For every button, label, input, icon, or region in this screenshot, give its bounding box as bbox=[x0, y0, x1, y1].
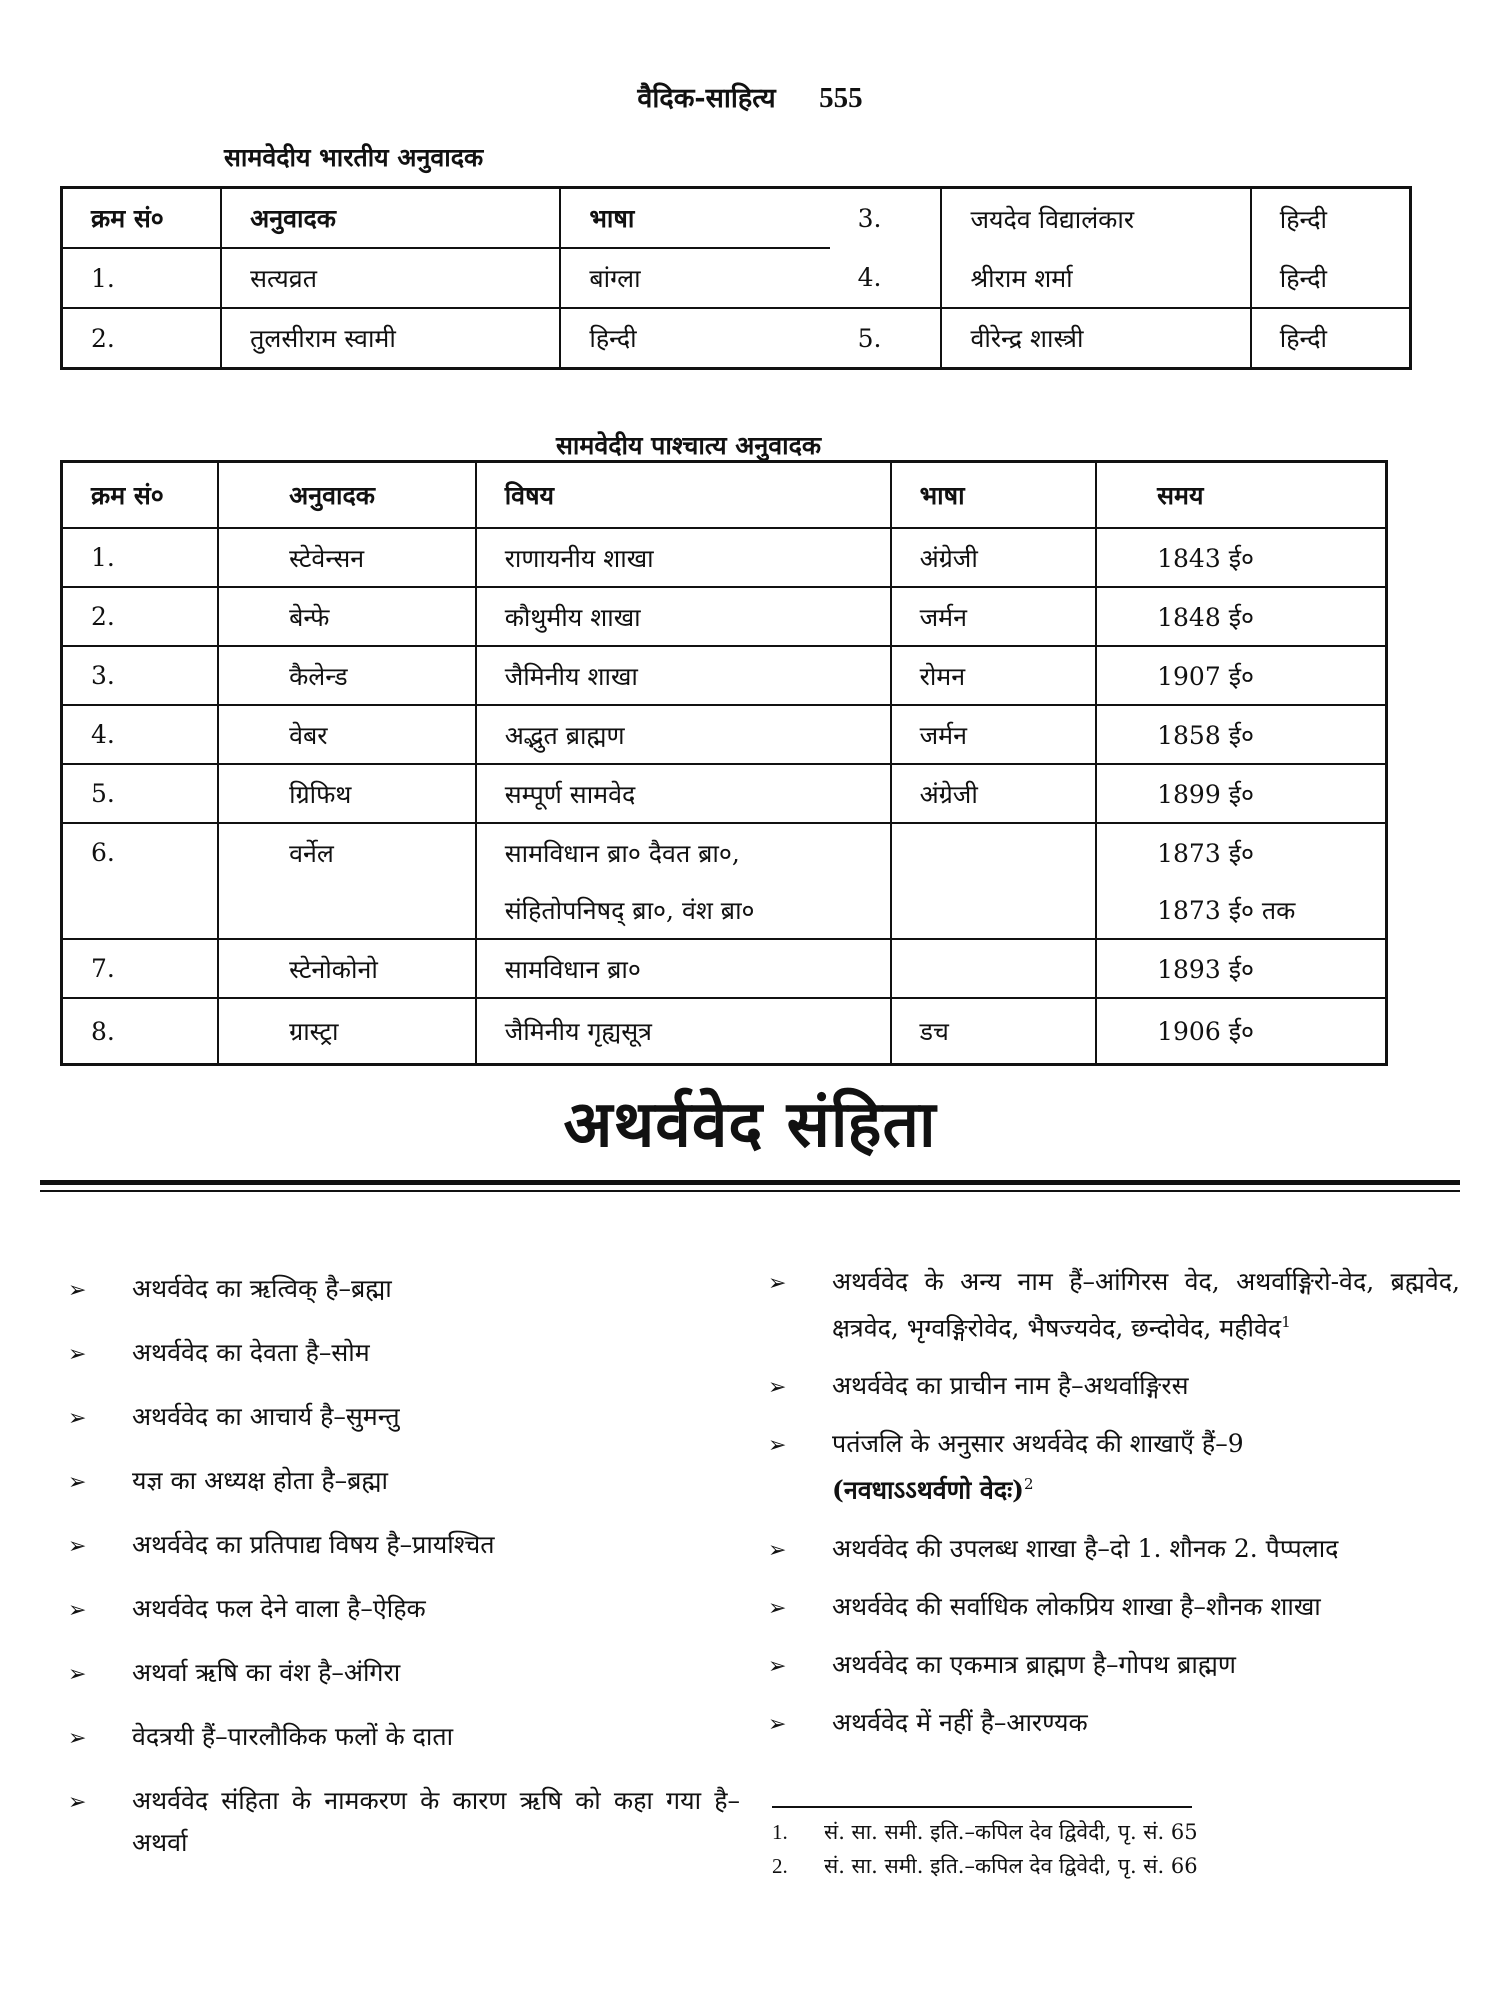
footnote-number: 1. bbox=[772, 1820, 788, 1844]
table-cell: 1893 ई० bbox=[1096, 939, 1386, 998]
arrow-bullet-icon: ➢ bbox=[68, 1534, 87, 1559]
table-cell: सत्यव्रत bbox=[221, 248, 560, 308]
list-item bbox=[760, 1587, 1460, 1627]
footnote-divider bbox=[772, 1806, 1192, 1808]
table-cell: हिन्दी bbox=[1251, 188, 1411, 249]
table-header-row bbox=[62, 188, 1411, 249]
list-item bbox=[760, 1366, 1460, 1406]
arrow-bullet-icon: ➢ bbox=[68, 1662, 87, 1687]
item-bold-text: (नवधाऽऽथर्वणो वेदः) bbox=[832, 1475, 1024, 1505]
table-cell: जैमिनीय गृह्यसूत्र bbox=[476, 998, 891, 1065]
header-cell: भाषा bbox=[560, 188, 829, 249]
table-cell: वेबर bbox=[218, 705, 476, 764]
item-text: अथर्ववेद का देवता है–सोम bbox=[132, 1338, 370, 1367]
item-text: अथर्ववेद का प्राचीन नाम है–अथर्वाङ्गिरस bbox=[832, 1371, 1189, 1401]
table-row bbox=[62, 528, 1387, 587]
arrow-bullet-icon: ➢ bbox=[68, 1790, 87, 1815]
table-cell: 1848 ई० bbox=[1096, 587, 1386, 646]
table-cell: सम्पूर्ण सामवेद bbox=[476, 764, 891, 823]
table-cell bbox=[891, 881, 1097, 939]
table-row bbox=[62, 764, 1387, 823]
list-item bbox=[760, 1645, 1460, 1685]
table-row bbox=[62, 248, 1411, 308]
list-item bbox=[60, 1460, 740, 1502]
arrow-bullet-icon: ➢ bbox=[768, 1375, 787, 1401]
table-cell: 2. bbox=[62, 587, 219, 646]
table-cell: अद्भुत ब्राह्मण bbox=[476, 705, 891, 764]
table-cell: 1907 ई० bbox=[1096, 646, 1386, 705]
table-cell: श्रीराम शर्मा bbox=[941, 248, 1250, 308]
item-text: अथर्ववेद की उपलब्ध शाखा है–दो 1. शौनक 2. पैप्पलाद bbox=[832, 1533, 1339, 1563]
header-cell: भाषा bbox=[891, 462, 1097, 529]
table-cell: हिन्दी bbox=[1251, 308, 1411, 369]
table-row bbox=[62, 308, 1411, 369]
table-cell: 6. bbox=[91, 838, 115, 867]
table-cell: 1899 ई० bbox=[1096, 764, 1386, 823]
table-cell: स्टेवेन्सन bbox=[218, 528, 476, 587]
right-column bbox=[760, 1262, 1460, 1761]
footnote bbox=[772, 1818, 1198, 1846]
table-cell: ग्रिफिथ bbox=[218, 764, 476, 823]
table-cell: 1. bbox=[62, 248, 222, 308]
item-text: अथर्वा ऋषि का वंश है–अंगिरा bbox=[132, 1658, 401, 1687]
table-cell: डच bbox=[891, 998, 1097, 1065]
table-cell: 2. bbox=[91, 323, 115, 353]
section-divider-thin bbox=[40, 1190, 1460, 1192]
list-item bbox=[760, 1529, 1460, 1569]
arrow-bullet-icon: ➢ bbox=[68, 1342, 87, 1367]
table-row bbox=[62, 998, 1387, 1065]
footnote-ref: 2 bbox=[1024, 1475, 1034, 1494]
table-row bbox=[62, 705, 1387, 764]
table-cell bbox=[218, 881, 476, 939]
footnote-text: सं. सा. समी. इति.–कपिल देव द्विवेदी, पृ. सं. 66 bbox=[824, 1854, 1198, 1878]
table-indian-translators bbox=[60, 186, 1412, 370]
table-cell: बांग्ला bbox=[560, 248, 829, 308]
table-cell: जर्मन bbox=[891, 705, 1097, 764]
table-cell: हिन्दी bbox=[1251, 248, 1411, 308]
table-western-translators bbox=[60, 460, 1388, 1066]
arrow-bullet-icon: ➢ bbox=[768, 1653, 787, 1679]
table-cell: 1858 ई० bbox=[1096, 705, 1386, 764]
header-cell: समय bbox=[1096, 462, 1386, 529]
item-text: अथर्ववेद का प्रतिपाद्य विषय है–प्रायश्चित bbox=[132, 1530, 495, 1559]
arrow-bullet-icon: ➢ bbox=[768, 1433, 787, 1459]
list-item bbox=[60, 1268, 740, 1310]
table-cell: 3. bbox=[62, 646, 219, 705]
arrow-bullet-icon: ➢ bbox=[768, 1595, 787, 1621]
arrow-bullet-icon: ➢ bbox=[68, 1470, 87, 1495]
table-cell: 4. bbox=[62, 705, 219, 764]
table2-caption: सामवेदीय पाश्चात्य अनुवादक bbox=[556, 431, 822, 460]
table-cell: रोमन bbox=[891, 646, 1097, 705]
table-cell: सामविधान ब्रा० bbox=[476, 939, 891, 998]
item-text: अथर्ववेद फल देने वाला है–ऐहिक bbox=[132, 1594, 426, 1623]
list-item bbox=[60, 1716, 740, 1758]
table-cell: 1873 ई० bbox=[1096, 823, 1386, 881]
arrow-bullet-icon: ➢ bbox=[68, 1598, 87, 1623]
item-text: अथर्ववेद का ऋत्विक् है–ब्रह्मा bbox=[132, 1274, 392, 1303]
list-item bbox=[60, 1332, 740, 1374]
table-cell: वर्नेल bbox=[218, 823, 476, 881]
item-text: पतंजलि के अनुसार अथर्ववेद की शाखाएँ हैं–9 bbox=[832, 1429, 1244, 1459]
item-text: यज्ञ का अध्यक्ष होता है–ब्रह्मा bbox=[132, 1466, 388, 1495]
item-text: वेदत्रयी हैं–पारलौकिक फलों के दाता bbox=[132, 1722, 454, 1751]
header-cell: क्रम सं० bbox=[62, 462, 219, 529]
table-cell: अंग्रेजी bbox=[891, 528, 1097, 587]
table-cell: तुलसीराम स्वामी bbox=[221, 308, 560, 369]
list-item bbox=[60, 1396, 740, 1438]
table-cell: 5. bbox=[62, 764, 219, 823]
table-cell: अंग्रेजी bbox=[891, 764, 1097, 823]
table-cell: जैमिनीय शाखा bbox=[476, 646, 891, 705]
table-cell: 1873 ई० तक bbox=[1096, 881, 1386, 939]
item-text: अथर्ववेद के अन्य नाम हैं–आंगिरस वेद, अथर्वाङ्गिरो-वेद, ब्रह्मवेद, क्षत्रवेद, भृग्वङ्गिरोवेद, भैषज्यवेद, छन्दोवेद, महीवेद bbox=[832, 1267, 1460, 1343]
header-cell: अनुवादक bbox=[221, 188, 560, 249]
item-text: अथर्ववेद संहिता के नामकरण के कारण ऋषि को कहा गया है–अथर्वा bbox=[132, 1786, 740, 1857]
table-row bbox=[62, 939, 1387, 998]
table-row bbox=[62, 881, 1387, 939]
header-cell: क्रम सं० bbox=[62, 188, 222, 249]
table1-caption: सामवेदीय भारतीय अनुवादक bbox=[224, 143, 484, 172]
section-title: अथर्ववेद संहिता bbox=[563, 1087, 937, 1162]
left-column bbox=[60, 1268, 740, 1886]
table-cell: कौथुमीय शाखा bbox=[476, 587, 891, 646]
item-text: अथर्ववेद में नहीं है–आरण्यक bbox=[832, 1707, 1088, 1737]
footnote-text: सं. सा. समी. इति.–कपिल देव द्विवेदी, पृ. सं. 65 bbox=[824, 1820, 1198, 1844]
table-cell: 7. bbox=[62, 939, 219, 998]
table-cell: 1843 ई० bbox=[1096, 528, 1386, 587]
table-cell: 1906 ई० bbox=[1096, 998, 1386, 1065]
table-cell: राणायनीय शाखा bbox=[476, 528, 891, 587]
list-item bbox=[760, 1424, 1460, 1510]
table-cell: 1. bbox=[62, 528, 219, 587]
list-item bbox=[60, 1780, 740, 1864]
table-cell bbox=[891, 939, 1097, 998]
table-cell: स्टेनोकोनो bbox=[218, 939, 476, 998]
footnote bbox=[772, 1852, 1198, 1880]
arrow-bullet-icon: ➢ bbox=[768, 1537, 787, 1563]
table-cell: सामविधान ब्रा० दैवत ब्रा०, bbox=[476, 823, 891, 881]
table-header-row bbox=[62, 462, 1387, 529]
item-text: अथर्ववेद का एकमात्र ब्राह्मण है–गोपथ ब्राह्मण bbox=[832, 1649, 1237, 1679]
table-cell: 3. bbox=[857, 204, 882, 233]
table-cell: वीरेन्द्र शास्त्री bbox=[941, 308, 1250, 369]
item-text: अथर्ववेद की सर्वाधिक लोकप्रिय शाखा है–शौनक शाखा bbox=[832, 1591, 1321, 1621]
header-cell: अनुवादक bbox=[218, 462, 476, 529]
table-row bbox=[62, 646, 1387, 705]
table-row bbox=[62, 823, 1387, 881]
list-item bbox=[60, 1588, 740, 1630]
table-cell: हिन्दी bbox=[560, 308, 829, 369]
item-text: अथर्ववेद का आचार्य है–सुमन्तु bbox=[132, 1402, 400, 1431]
table-cell: जयदेव विद्यालंकार bbox=[941, 188, 1250, 249]
table-cell: जर्मन bbox=[891, 587, 1097, 646]
table-cell: ग्रास्ट्रा bbox=[218, 998, 476, 1065]
header-title: वैदिक-साहित्य bbox=[637, 83, 776, 114]
list-item bbox=[760, 1262, 1460, 1348]
table-cell: संहितोपनिषद् ब्रा०, वंश ब्रा० bbox=[476, 881, 891, 939]
arrow-bullet-icon: ➢ bbox=[68, 1726, 87, 1751]
section-divider bbox=[40, 1180, 1460, 1185]
footnote-ref: 1 bbox=[1281, 1313, 1291, 1331]
table-cell: 8. bbox=[91, 1016, 115, 1046]
arrow-bullet-icon: ➢ bbox=[68, 1278, 87, 1303]
arrow-bullet-icon: ➢ bbox=[768, 1271, 787, 1296]
footnote-number: 2. bbox=[772, 1854, 788, 1878]
list-item bbox=[760, 1703, 1460, 1743]
running-head bbox=[0, 78, 1500, 115]
arrow-bullet-icon: ➢ bbox=[68, 1406, 87, 1431]
table-cell bbox=[891, 823, 1097, 881]
table-cell bbox=[62, 881, 219, 939]
table-cell: 5. bbox=[857, 323, 882, 353]
page-number: 555 bbox=[819, 82, 863, 114]
list-item bbox=[60, 1652, 740, 1694]
list-item bbox=[60, 1524, 740, 1566]
table-row bbox=[62, 587, 1387, 646]
table-cell: बेन्फे bbox=[218, 587, 476, 646]
arrow-bullet-icon: ➢ bbox=[768, 1711, 787, 1737]
table-cell: 4. bbox=[830, 248, 942, 308]
header-cell: विषय bbox=[476, 462, 891, 529]
table-cell: कैलेन्ड bbox=[218, 646, 476, 705]
